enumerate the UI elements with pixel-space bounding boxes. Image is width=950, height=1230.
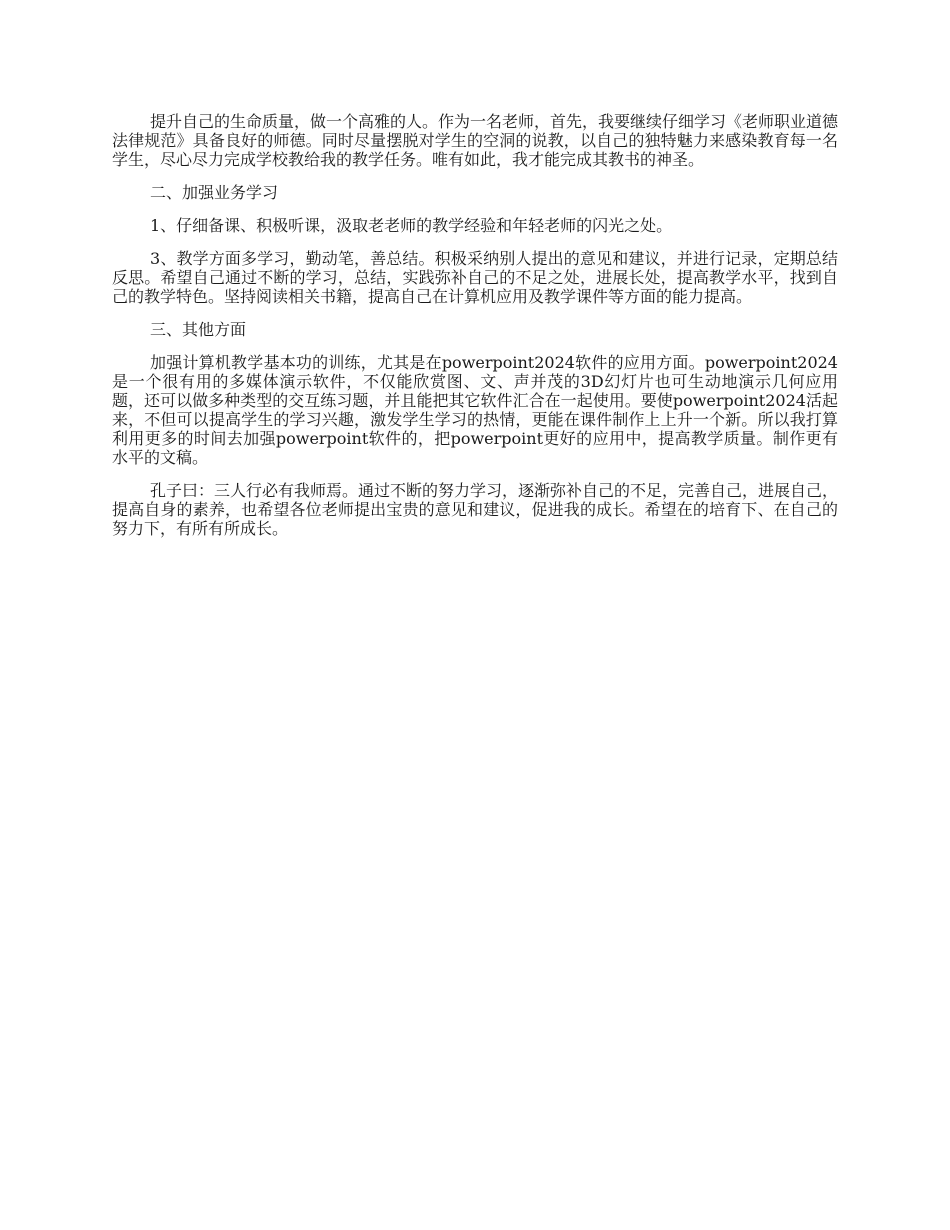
section-heading-other-aspects: 三、其他方面 (150, 320, 247, 339)
paragraph-computer-training: 加强计算机教学基本功的训练，尤其是在powerpoint2024软件的应用方面。powerpoint2024是一个很有用的多媒体演示软件，不仅能欣赏图、文、声并茂的3D幻灯片也可生动地演示几何应用题，还可以做多种类型的交互练习题，并且能把其它软件汇合在一起使用。要使powerpoint2024活起来，不但可以提高学生的学习兴趣，激发学生学习的热情，更能在课件制作上上升一个新。所以我打算利用更多的时间去加强powerpoint软件的，把powerpoint更好的应用中，提高教学质量。制作更有水平的文稿。 (112, 353, 838, 467)
section-heading-business-study: 二、加强业务学习 (150, 183, 279, 202)
paragraph-item-1: 1、仔细备课、积极听课，汲取老老师的教学经验和年轻老师的闪光之处。 (150, 216, 673, 235)
paragraph-item-3: 3、教学方面多学习，勤动笔，善总结。积极采纳别人提出的意见和建议，并进行记录，定期总结反思。希望自己通过不断的学习，总结，实践弥补自己的不足之处，进展长处，提高教学水平，找到自己的教学特色。坚持阅读相关书籍，提高自己在计算机应用及教学课件等方面的能力提高。 (112, 249, 838, 306)
paragraph-intro: 提升自己的生命质量，做一个高雅的人。作为一名老师，首先，我要继续仔细学习《老师职业道德法律规范》具备良好的师德。同时尽量摆脱对学生的空洞的说教，以自己的独特魅力来感染教育每一名学生，尽心尽力完成学校教给我的教学任务。唯有如此，我才能完成其教书的神圣。 (112, 112, 839, 169)
document-body (112, 112, 838, 538)
paragraph-conclusion: 孔子曰：三人行必有我师焉。通过不断的努力学习，逐渐弥补自己的不足，完善自己，进展自己，提高自身的素养，也希望各位老师提出宝贵的意见和建议，促进我的成长。希望在的培育下、在自己的努力下，有所有所成长。 (112, 481, 839, 538)
